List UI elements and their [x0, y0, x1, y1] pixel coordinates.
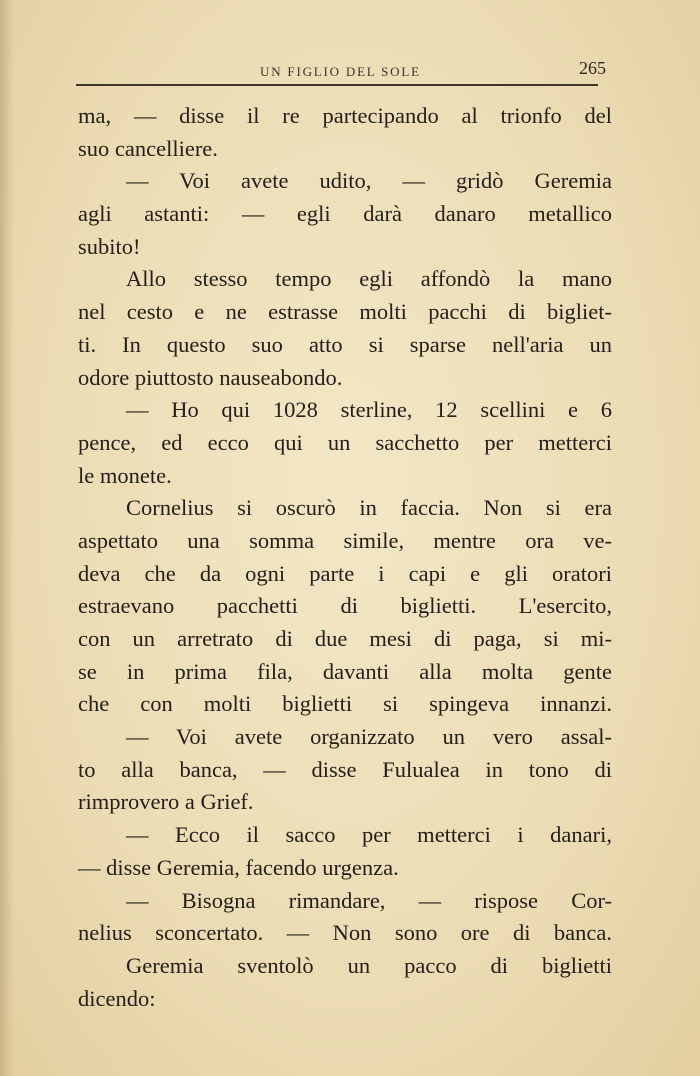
- text-line: dicendo:: [78, 985, 156, 1011]
- text-line: nelius sconcertato. — Non sono ore di banca.: [78, 920, 612, 946]
- text-line: Cornelius si oscurò in faccia. Non si era: [126, 495, 612, 521]
- text-line: suo cancelliere.: [78, 135, 218, 161]
- text-line: pence, ed ecco qui un sacchetto per metterci: [78, 429, 612, 455]
- text-line: se in prima fila, davanti alla molta gente: [78, 658, 612, 684]
- running-head: UN FIGLIO DEL SOLE: [260, 64, 421, 79]
- header-rule: [76, 84, 598, 86]
- text-line: — Ecco il sacco per metterci i danari,: [126, 822, 612, 848]
- text-line: agli astanti: — egli darà danaro metallico: [78, 201, 612, 227]
- text-line: deva che da ogni parte i capi e gli oratori: [78, 560, 612, 586]
- body-text: [78, 100, 612, 1015]
- text-line: — Voi avete udito, — gridò Geremia: [126, 168, 612, 194]
- text-line: to alla banca, — disse Fulualea in tono di: [78, 756, 612, 782]
- text-line: rimprovero a Grief.: [78, 789, 254, 815]
- text-line: ti. In questo suo atto si sparse nell'aria un: [78, 331, 612, 357]
- text-line: nel cesto e ne estrasse molti pacchi di bigliet-: [78, 299, 612, 325]
- text-line: ma, — disse il re partecipando al trionfo del: [78, 103, 612, 128]
- text-line: odore piuttosto nauseabondo.: [78, 364, 343, 390]
- text-line: con un arretrato di due mesi di paga, si mi-: [78, 626, 612, 651]
- text-line: subito!: [78, 233, 141, 259]
- text-line: — Bisogna rimandare, — rispose Cor-: [126, 887, 612, 913]
- text-line: Geremia sventolò un pacco di biglietti: [126, 952, 612, 978]
- page-number: 265: [579, 58, 606, 78]
- text-line: — disse Geremia, facendo urgenza.: [78, 854, 399, 880]
- text-line: che con molti biglietti si spingeva innanzi.: [78, 691, 612, 717]
- text-line: le monete.: [78, 462, 172, 488]
- text-line: aspettato una somma simile, mentre ora ve-: [78, 527, 612, 553]
- page-gutter-shadow: [0, 0, 14, 1076]
- text-line: — Voi avete organizzato un vero assal-: [126, 724, 612, 750]
- text-line: estraevano pacchetti di biglietti. L'esercito,: [78, 593, 612, 619]
- text-line: Allo stesso tempo egli affondò la mano: [126, 266, 612, 292]
- text-line: — Ho qui 1028 sterline, 12 scellini e 6: [126, 397, 612, 423]
